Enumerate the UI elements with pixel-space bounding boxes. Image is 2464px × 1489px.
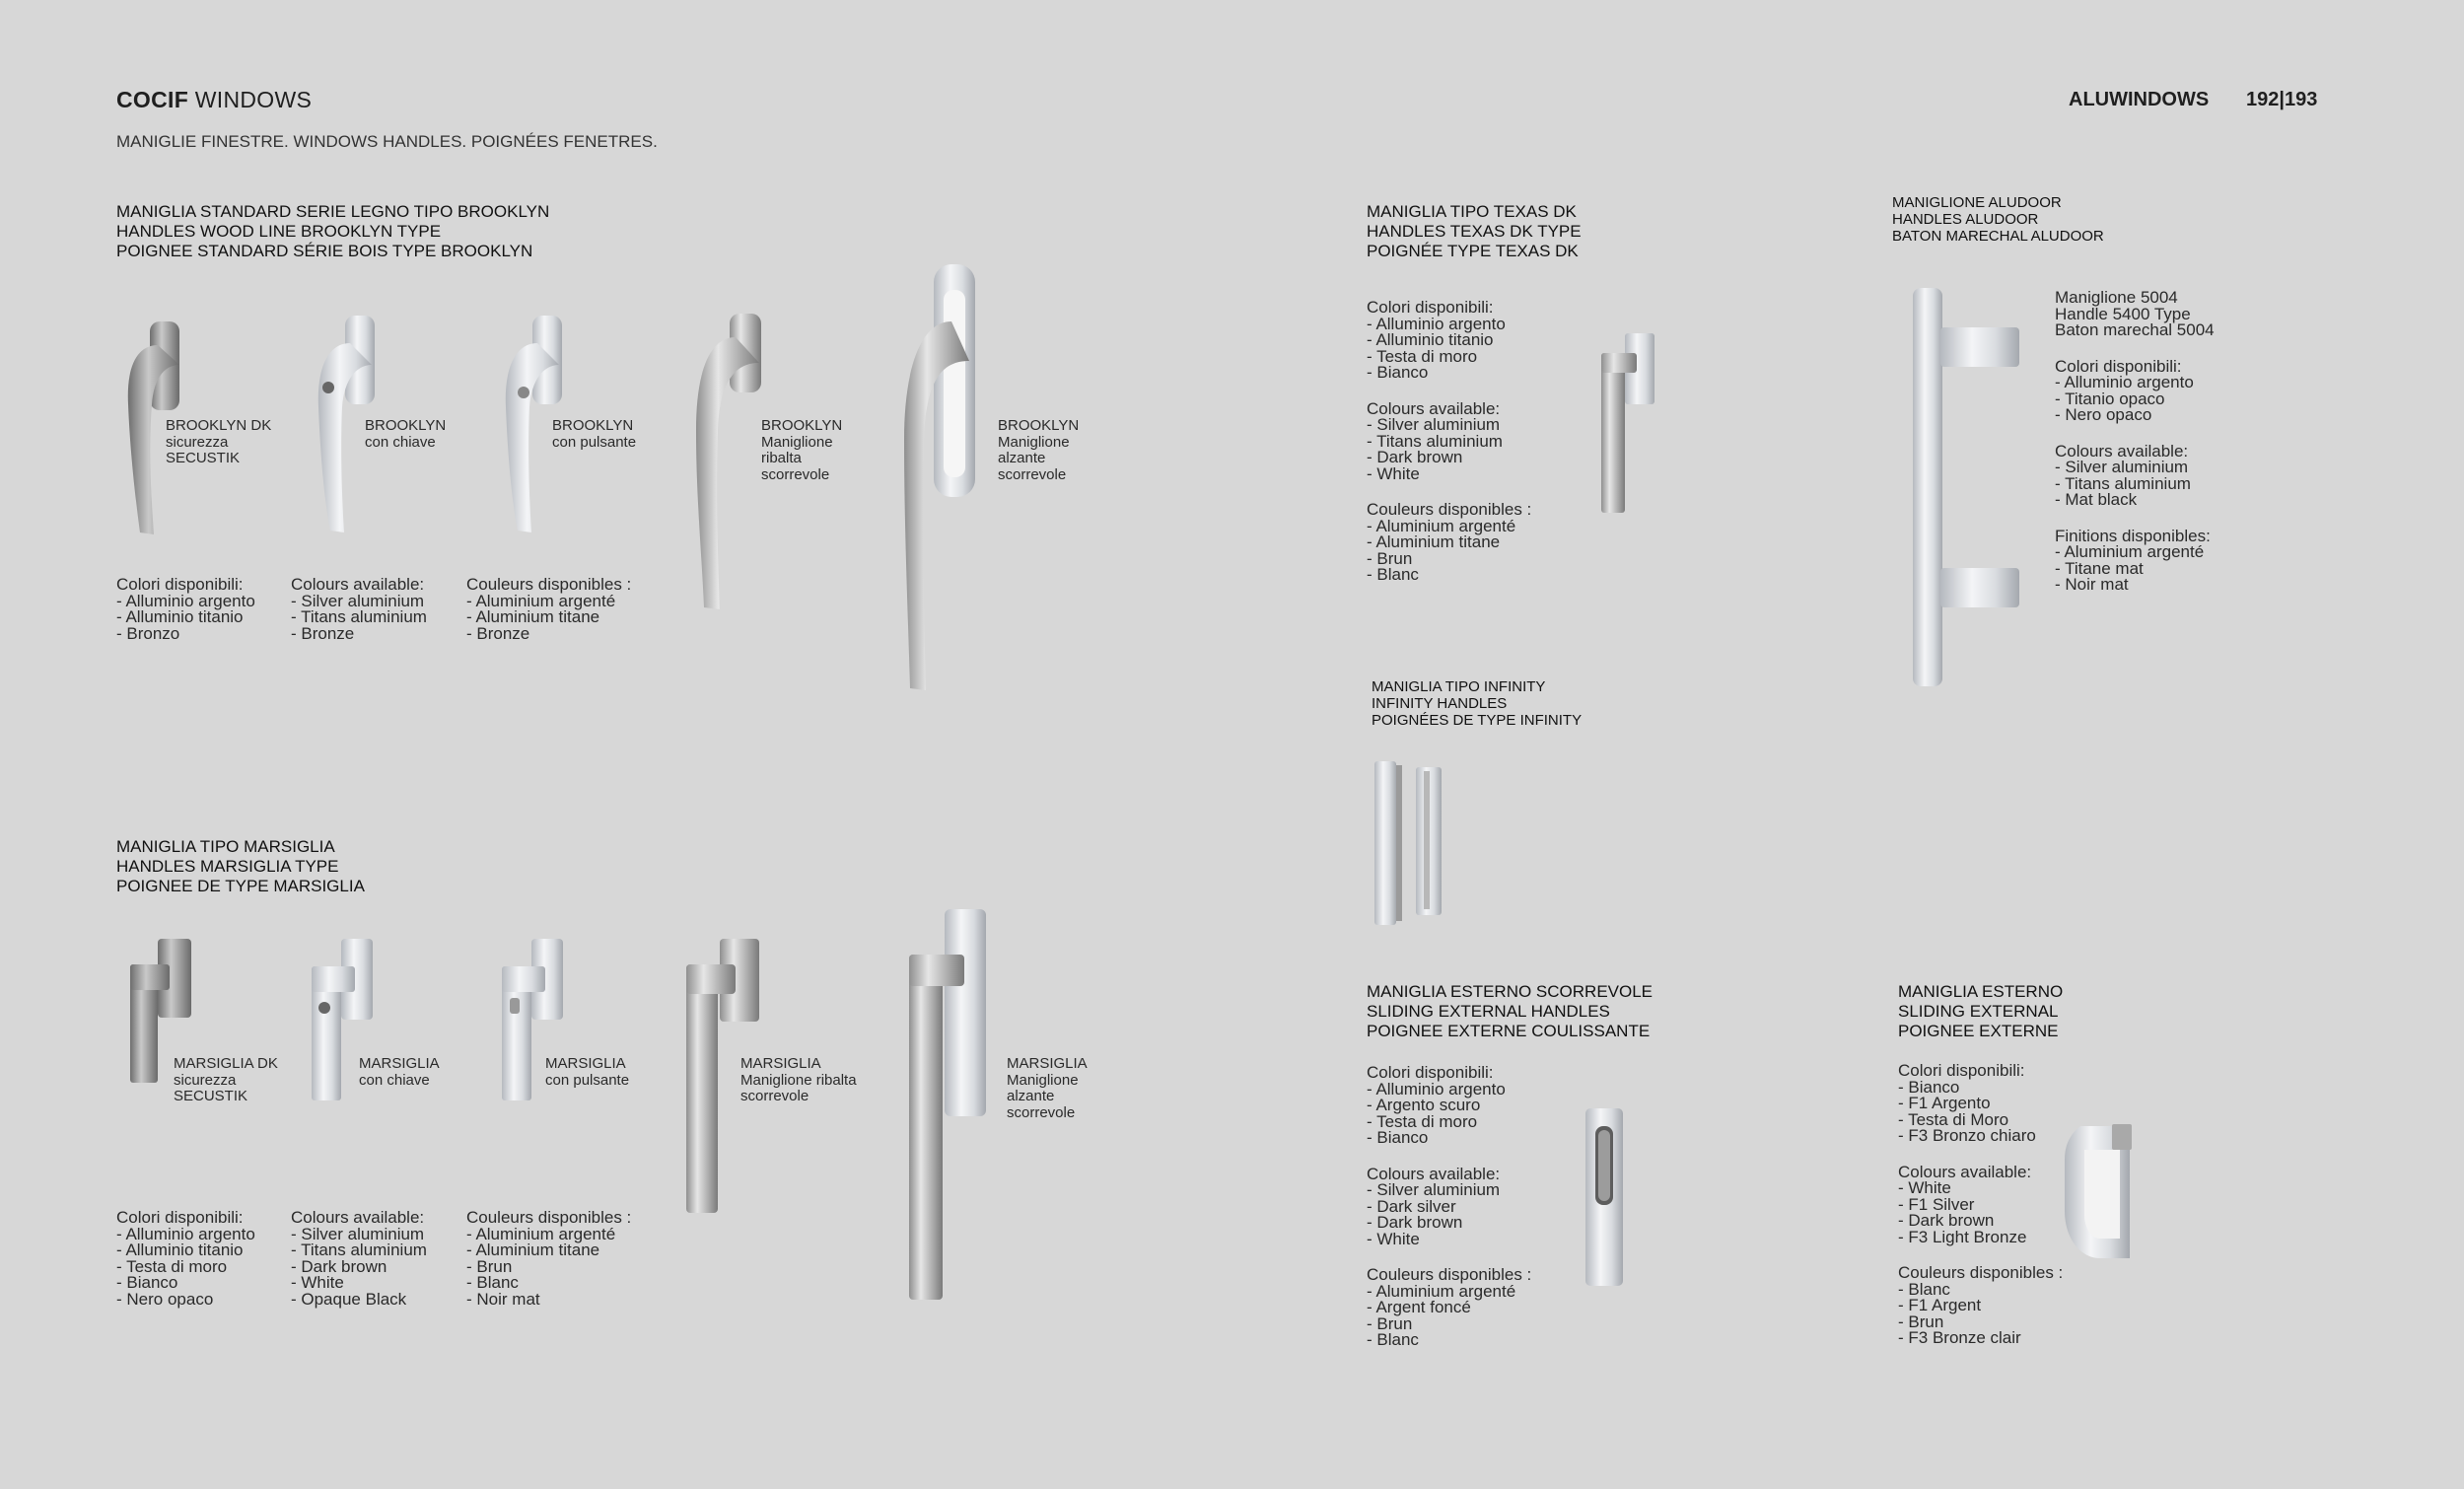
label-line: BROOKLYN (552, 417, 634, 434)
infinity-handle-image (1373, 759, 1451, 927)
heading-line: INFINITY HANDLES (1372, 695, 1508, 712)
color-line: - Bianco (1898, 1077, 1960, 1097)
color-line: - Testa di moro (116, 1256, 228, 1276)
heading-line: MANIGLIA TIPO INFINITY (1372, 678, 1546, 695)
label-line: Maniglione (761, 433, 833, 451)
color-line: - Nero opaco (2055, 405, 2152, 424)
label-line: scorrevole (740, 1088, 810, 1104)
marsiglia-key-image (308, 937, 387, 1149)
heading-line: POIGNÉES DE TYPE INFINITY (1372, 712, 1583, 729)
model-line: Maniglione 5004 (2055, 288, 2178, 307)
product-label-marsiglia-dk (174, 1056, 278, 1105)
heading-line: SLIDING EXTERNAL (1898, 1002, 2059, 1021)
color-line: - Silver aluminium (291, 591, 425, 610)
color-line: - Bronze (466, 623, 530, 643)
brooklyn-heading (116, 202, 549, 261)
color-line: - Alluminio argento (116, 591, 255, 610)
color-line: - Blanc (1367, 1330, 1419, 1349)
heading-line: HANDLES ALUDOOR (1892, 211, 2039, 228)
color-line: - Titans aluminium (1367, 431, 1503, 451)
label-line: SECUSTIK (166, 450, 241, 466)
marsiglia-lift-image (905, 907, 994, 1307)
product-label-marsiglia-key (359, 1056, 440, 1089)
label-line: con chiave (365, 433, 436, 451)
color-line: - Opaque Black (291, 1289, 407, 1309)
color-line: - Silver aluminium (1367, 415, 1501, 434)
product-label-brooklyn-dk (166, 418, 271, 467)
color-line: - Argent foncé (1367, 1298, 1471, 1316)
color-line: Colori disponibili: (1367, 298, 1494, 317)
label-line: MARSIGLIA (359, 1055, 440, 1072)
color-line: - Alluminio titanio (116, 607, 244, 626)
heading-line: HANDLES WOOD LINE BROOKLYN TYPE (116, 222, 442, 241)
color-line: - White (1898, 1178, 1951, 1197)
color-line: - Bianco (116, 1273, 178, 1292)
color-line: - Dark brown (291, 1256, 387, 1276)
brooklyn-colors-it (116, 577, 255, 642)
label-line: ribalta (761, 450, 802, 466)
texas-heading (1367, 202, 1582, 261)
color-line: - White (1367, 1229, 1420, 1248)
texas-colors (1367, 300, 1531, 584)
color-line: - White (291, 1273, 344, 1292)
brand-title (116, 87, 312, 113)
color-line: - Aluminium titane (466, 1241, 600, 1259)
heading-line: BATON MARECHAL ALUDOOR (1892, 228, 2104, 245)
color-line: - Aluminium argenté (1367, 516, 1516, 535)
color-line: - Titane mat (2055, 558, 2144, 578)
heading-line: MANIGLIA TIPO MARSIGLIA (116, 837, 335, 856)
product-label-brooklyn-button (552, 418, 636, 451)
color-line: - Titans aluminium (291, 607, 427, 626)
label-line: sicurezza (174, 1071, 237, 1089)
color-line: - Noir mat (466, 1289, 540, 1309)
heading-line: POIGNEE STANDARD SÉRIE BOIS TYPE BROOKLYN (116, 242, 533, 260)
color-line: - Aluminium argenté (2055, 542, 2205, 561)
aludoor-heading (1892, 194, 2104, 245)
color-line: - Brun (1898, 1312, 1944, 1331)
color-line: Colori disponibili: (116, 575, 244, 594)
color-line: - Testa di moro (1367, 1111, 1478, 1131)
label-line: sicurezza (166, 433, 229, 451)
color-line: - Silver aluminium (2055, 458, 2189, 476)
color-line: Colours available: (1367, 398, 1501, 418)
label-line: BROOKLYN (365, 417, 447, 434)
color-line: - Titans aluminium (291, 1241, 427, 1259)
label-line: BROOKLYN (761, 417, 843, 434)
color-line: Colours available: (291, 1208, 425, 1227)
color-line: - Alluminio argento (1367, 314, 1506, 333)
color-line: - Brun (466, 1256, 513, 1276)
color-line: Colours available: (291, 575, 425, 594)
marsiglia-colors-it (116, 1210, 255, 1308)
heading-line: POIGNÉE TYPE TEXAS DK (1367, 242, 1579, 260)
sliding-heading (1367, 982, 1653, 1041)
heading-line: POIGNEE EXTERNE COULISSANTE (1367, 1022, 1651, 1040)
color-line: - Aluminium titane (466, 607, 600, 626)
label-line: SECUSTIK (174, 1088, 248, 1104)
color-line: - F3 Bronzo chiaro (1898, 1126, 2036, 1145)
model-line: Handle 5400 Type (2055, 304, 2191, 323)
color-line: - Titans aluminium (2055, 473, 2191, 493)
brand-bold: COCIF (116, 87, 189, 112)
label-line: MARSIGLIA (545, 1055, 626, 1072)
color-line: Couleurs disponibles : (1367, 1265, 1532, 1284)
color-line: - Blanc (1898, 1279, 1950, 1299)
color-line: - Bianco (1367, 363, 1429, 382)
label-line: scorrevole (998, 465, 1067, 483)
color-line: - Silver aluminium (291, 1224, 425, 1243)
heading-line: MANIGLIA STANDARD SERIE LEGNO TIPO BROOKLYN (116, 202, 550, 221)
color-line: Couleurs disponibles : (466, 575, 632, 594)
label-line: con chiave (359, 1071, 430, 1089)
sliding-colors (1367, 1065, 1531, 1349)
page-numbers: 192|193 (2246, 89, 2318, 110)
color-line: - F1 Silver (1898, 1194, 1975, 1214)
color-line: - Aluminium titane (1367, 532, 1501, 551)
color-line: - Aluminium argenté (1367, 1281, 1516, 1301)
aludoor-handle-image (1905, 286, 2028, 690)
color-line: - Silver aluminium (1367, 1180, 1501, 1199)
label-line: con pulsante (545, 1071, 630, 1089)
label-line: scorrevole (761, 465, 830, 483)
label-line: Maniglione ribalta (740, 1071, 857, 1089)
infinity-heading (1372, 678, 1582, 729)
external-heading (1898, 982, 2063, 1041)
color-line: - Blanc (466, 1273, 519, 1292)
color-line: - Alluminio argento (1367, 1079, 1506, 1099)
label-line: Maniglione (1007, 1071, 1079, 1089)
product-label-brooklyn-lift (998, 418, 1079, 483)
label-line: MARSIGLIA DK (174, 1055, 278, 1072)
color-line: - Brun (1367, 1313, 1413, 1333)
product-label-marsiglia-tilt (740, 1056, 857, 1105)
label-line: MARSIGLIA (740, 1055, 821, 1072)
product-label-marsiglia-lift (1007, 1056, 1088, 1121)
color-line: - Aluminium argenté (466, 591, 616, 610)
label-line: con pulsante (552, 433, 637, 451)
color-line: - Testa di Moro (1898, 1109, 2009, 1129)
section-title: ALUWINDOWS (2069, 89, 2210, 110)
color-line: Colours available: (1367, 1164, 1501, 1183)
color-line: Colori disponibili: (1898, 1061, 2025, 1080)
external-colors (1898, 1063, 2063, 1347)
heading-line: POIGNEE DE TYPE MARSIGLIA (116, 877, 365, 895)
color-line: - F3 Bronze clair (1898, 1328, 2021, 1347)
brand-light: WINDOWS (194, 87, 313, 112)
label-line: BROOKLYN (998, 417, 1080, 434)
color-line: Couleurs disponibles : (1367, 500, 1532, 519)
color-line: - Aluminium argenté (466, 1224, 616, 1243)
external-handle-image (2041, 1120, 2140, 1264)
color-line: - Dark silver (1367, 1196, 1456, 1216)
color-line: Couleurs disponibles : (1898, 1263, 2064, 1282)
color-line: - Bronzo (116, 623, 180, 643)
color-line: - Titanio opaco (2055, 389, 2165, 408)
color-line: Colori disponibili: (2055, 356, 2182, 376)
color-line: Couleurs disponibles : (466, 1208, 632, 1227)
color-line: - White (1367, 463, 1420, 483)
heading-line: MANIGLIA ESTERNO SCORREVOLE (1367, 982, 1654, 1001)
aludoor-colors (2055, 290, 2215, 594)
label-line: BROOKLYN DK (166, 417, 272, 434)
heading-line: POIGNEE EXTERNE (1898, 1022, 2059, 1040)
color-line: - Bianco (1367, 1128, 1429, 1147)
sliding-handle-image (1584, 1106, 1627, 1290)
color-line: - Dark brown (1367, 448, 1463, 466)
marsiglia-colors-fr (466, 1210, 631, 1308)
color-line: - Alluminio argento (116, 1224, 255, 1243)
color-line: - Alluminio argento (2055, 373, 2194, 391)
marsiglia-colors-en (291, 1210, 427, 1308)
color-line: - Mat black (2055, 490, 2138, 509)
color-line: Finitions disponibles: (2055, 526, 2211, 545)
color-line: - Dark brown (1898, 1211, 1995, 1230)
page-subtitle: MANIGLIE FINESTRE. WINDOWS HANDLES. POIGNÉES FENETRES. (116, 132, 658, 151)
color-line: Colori disponibili: (1367, 1063, 1494, 1082)
product-label-marsiglia-button (545, 1056, 629, 1089)
label-line: MARSIGLIA (1007, 1055, 1088, 1072)
color-line: - Bronze (291, 623, 355, 643)
label-line: alzante (998, 450, 1046, 466)
brooklyn-lift-slide-image (892, 262, 991, 696)
heading-line: HANDLES TEXAS DK TYPE (1367, 222, 1582, 241)
color-line: - F1 Argento (1898, 1094, 1991, 1112)
marsiglia-button-image (498, 937, 577, 1149)
product-label-brooklyn-key (365, 418, 446, 451)
product-label-brooklyn-tilt (761, 418, 842, 483)
color-line: Colours available: (1898, 1162, 2032, 1181)
color-line: - Noir mat (2055, 575, 2129, 594)
color-line: - Alluminio titanio (1367, 330, 1494, 349)
brooklyn-colors-fr (466, 577, 631, 642)
color-line: - Argento scuro (1367, 1096, 1481, 1114)
label-line: alzante (1007, 1088, 1055, 1104)
heading-line: MANIGLIA ESTERNO (1898, 982, 2064, 1001)
heading-line: MANIGLIA TIPO TEXAS DK (1367, 202, 1577, 221)
color-line: - Brun (1367, 548, 1413, 568)
color-line: - Alluminio titanio (116, 1241, 244, 1259)
model-line: Baton marechal 5004 (2055, 320, 2215, 339)
brooklyn-colors-en (291, 577, 427, 642)
color-line: - Blanc (1367, 565, 1419, 584)
label-line: Maniglione (998, 433, 1070, 451)
label-line: scorrevole (1007, 1103, 1076, 1121)
color-line: - Dark brown (1367, 1213, 1463, 1232)
heading-line: HANDLES MARSIGLIA TYPE (116, 857, 339, 876)
color-line: Colours available: (2055, 441, 2189, 461)
color-line: - F1 Argent (1898, 1296, 1982, 1314)
color-line: - Testa di moro (1367, 346, 1478, 366)
heading-line: SLIDING EXTERNAL HANDLES (1367, 1002, 1610, 1021)
marsiglia-heading (116, 837, 365, 896)
heading-line: MANIGLIONE ALUDOOR (1892, 194, 2062, 211)
color-line: - Nero opaco (116, 1289, 214, 1309)
texas-handle-image (1599, 331, 1658, 519)
color-line: - F3 Light Bronze (1898, 1227, 2027, 1246)
color-line: Colori disponibili: (116, 1208, 244, 1227)
